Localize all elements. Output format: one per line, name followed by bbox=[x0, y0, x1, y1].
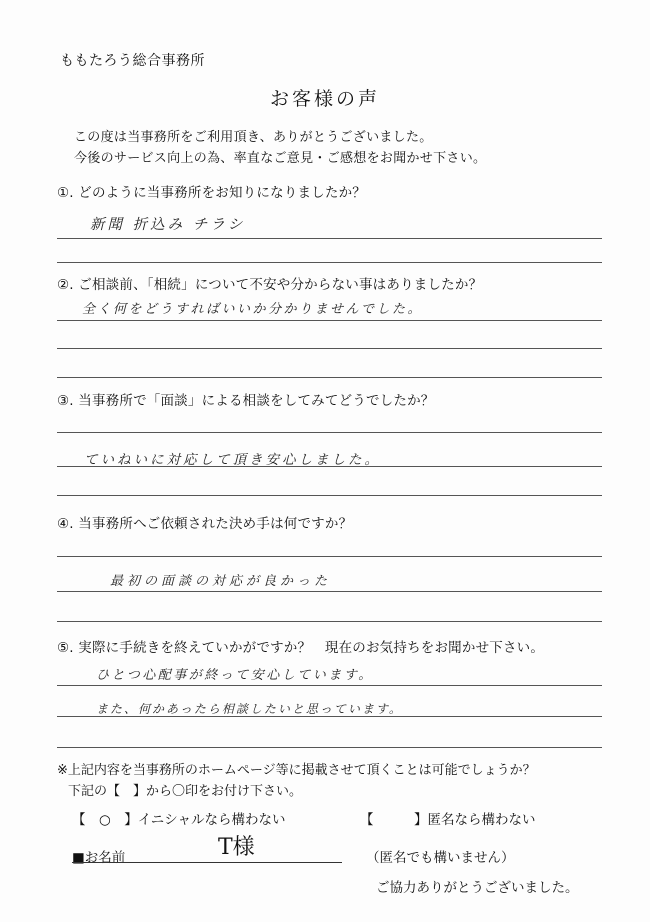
question-5: ⑤. 実際に手続きを終えていかがですか？ 現在のお気持ちをお聞かせ下さい。 bbox=[57, 640, 545, 656]
question-3: ③. 当事務所で「面談」による相談をしてみてどうでしたか？ bbox=[57, 393, 435, 409]
answer-line bbox=[57, 348, 602, 349]
answer-line bbox=[57, 621, 602, 622]
intro-line-1: この度は当事務所をご利用頂き、ありがとうございました。 bbox=[74, 130, 433, 145]
answer-line bbox=[57, 432, 602, 433]
option-initial: 【 ○ 】イニシャルなら構わない bbox=[72, 812, 286, 828]
question-1: ①. どのように当事務所をお知りになりましたか？ bbox=[57, 185, 366, 201]
question-4: ④. 当事務所へご依頼された決め手は何ですか？ bbox=[57, 516, 353, 532]
page-title: お客様の声 bbox=[269, 88, 380, 110]
answer-line bbox=[57, 262, 602, 263]
answer-line bbox=[57, 685, 602, 686]
thanks-message: ご協力ありがとうございました。 bbox=[376, 880, 579, 896]
answer-line bbox=[57, 238, 602, 239]
name-value: T様 bbox=[218, 835, 255, 860]
anonymous-ok-note: （匿名でも構いません） bbox=[366, 850, 515, 866]
intro-line-2: 今後のサービス向上の為、率直なご意見・ご感想をお聞かせ下さい。 bbox=[74, 151, 487, 166]
answer-line bbox=[57, 377, 602, 378]
option-anonymous: 【 】匿名なら構わない bbox=[360, 812, 536, 828]
answer-5-line-1: ひとつ心配事が終って安心しています。 bbox=[96, 668, 374, 683]
answer-line bbox=[57, 747, 602, 748]
consent-instruction: 下記の【 】から〇印をお付け下さい。 bbox=[68, 784, 303, 799]
answer-line bbox=[57, 591, 602, 592]
consent-note: ※上記内容を当事務所のホームページ等に掲載させて頂くことは可能でしょうか？ bbox=[57, 763, 536, 778]
answer-4: 最初の面談の対応が良かった bbox=[110, 574, 332, 589]
name-underline bbox=[72, 862, 342, 863]
answer-line bbox=[57, 716, 602, 717]
answer-3: ていねいに対応して頂き安心しました。 bbox=[84, 452, 381, 468]
office-name: ももたろう総合事務所 bbox=[60, 53, 205, 69]
name-label: ■お名前 bbox=[72, 850, 126, 866]
answer-line bbox=[57, 466, 602, 467]
question-2: ②. ご相談前、「相続」について不安や分からない事はありましたか？ bbox=[57, 277, 483, 293]
answer-2: 全く何をどうすればいいか分かりませんでした。 bbox=[82, 302, 424, 317]
answer-5-line-2: また、何かあったら相談したいと思っています。 bbox=[96, 702, 403, 716]
answer-line bbox=[57, 320, 602, 321]
answer-line bbox=[57, 556, 602, 557]
answer-line bbox=[57, 495, 602, 496]
answer-1: 新聞 折込み チラシ bbox=[90, 217, 246, 233]
